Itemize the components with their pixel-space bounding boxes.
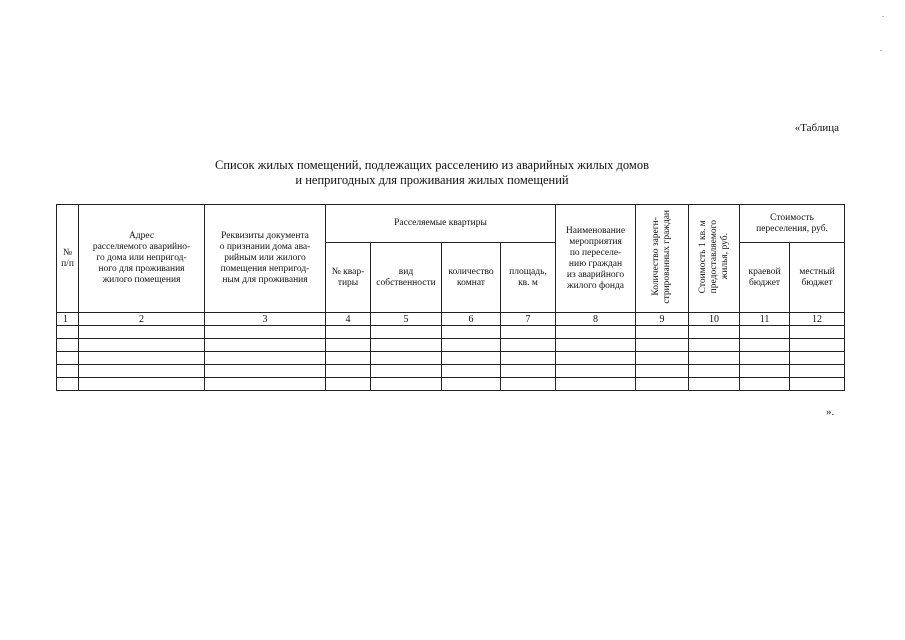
header-measure-line: нию граждан: [568, 258, 623, 269]
column-number: 9: [636, 313, 689, 326]
column-number: 11: [740, 313, 790, 326]
header-group-cost-line: Стоимость: [770, 212, 814, 223]
header-local-budget-line: бюджет: [801, 277, 833, 288]
header-measure-line: мероприятия: [569, 236, 622, 247]
header-local-budget: [790, 243, 845, 313]
column-number: 7: [501, 313, 556, 326]
column-number: 8: [556, 313, 636, 326]
header-measure-line: Наименование: [565, 225, 626, 236]
column-number: 1: [57, 313, 79, 326]
header-document-line: ным для проживания: [222, 275, 308, 285]
header-cost-per-sqm: [689, 205, 740, 313]
table-row: [57, 326, 845, 339]
header-document-line: помещения непригод-: [220, 264, 310, 274]
title-line-1: Список жилых помещений, подлежащих расселению из аварийных жилых домов: [215, 158, 649, 172]
closing-quote: ».: [826, 406, 835, 418]
header-area: [501, 243, 556, 313]
header-room-count-line: количество: [448, 266, 494, 277]
header-document-details: [205, 205, 326, 313]
header-group-apartments: Расселяемые квартиры: [326, 205, 556, 243]
header-registered-citizens: [636, 205, 689, 313]
column-number: 10: [689, 313, 740, 326]
header-row-number: № п/п: [57, 205, 79, 313]
header-group-cost-line: переселения, руб.: [756, 223, 828, 234]
header-room-count-line: комнат: [457, 277, 485, 288]
header-local-budget-line: местный: [799, 266, 835, 277]
scan-speck: [880, 50, 882, 51]
scan-speck: [882, 16, 884, 17]
header-cost-per-sqm-text: [698, 220, 731, 293]
header-address-line: Адрес: [128, 231, 155, 241]
table-row: [57, 339, 845, 352]
table-caption: «Таблица: [794, 122, 839, 134]
header-ownership-type: вид собственности: [371, 243, 442, 313]
header-document-line: рийным или жилого: [224, 253, 306, 263]
header-cost-line: предоставляемого: [708, 219, 719, 294]
header-apartment-number: № квар- тиры: [326, 243, 371, 313]
column-number-row: [57, 313, 845, 326]
column-number: 6: [442, 313, 501, 326]
header-regional-budget-line: бюджет: [748, 277, 781, 288]
table-row: [57, 378, 845, 391]
document-title: [150, 158, 714, 188]
header-room-count: [442, 243, 501, 313]
header-measure-line: жилого фонда: [567, 280, 624, 291]
header-address-line: расселяемого аварийно-: [92, 242, 191, 252]
header-regional-budget: [740, 243, 790, 313]
column-number: 2: [79, 313, 205, 326]
header-measure-line: по переселе-: [569, 247, 622, 258]
header-address-line: жилого помещения: [102, 275, 181, 285]
table-row: [57, 365, 845, 378]
header-regional-budget-line: краевой: [748, 266, 781, 277]
header-address-line: ного для проживания: [98, 264, 185, 274]
column-number: 3: [205, 313, 326, 326]
header-address: [79, 205, 205, 313]
column-number: 5: [371, 313, 442, 326]
table-row: [57, 352, 845, 365]
header-document-line: о признании дома ава-: [219, 242, 311, 252]
header-group-cost: [740, 205, 845, 243]
header-cost-line: жилья, руб.: [719, 233, 730, 280]
header-registered-line: Количество зарегн-: [651, 217, 662, 296]
header-registered-line: стрированных граждан: [662, 209, 673, 304]
header-measure-line: из аварийного: [566, 269, 625, 280]
header-area-line: кв. м: [518, 277, 538, 288]
header-area-line: площадь,: [509, 266, 547, 277]
header-document-line: Реквизиты документа: [221, 231, 309, 241]
header-cost-line: Стоимость 1 кв. м: [697, 219, 708, 294]
column-number: 12: [790, 313, 845, 326]
column-number: 4: [326, 313, 371, 326]
resettlement-table: [56, 204, 845, 391]
header-registered-citizens-text: [651, 210, 673, 304]
header-address-line: го дома или непригод-: [96, 253, 187, 263]
title-line-2: и непригодных для проживания жилых помещений: [295, 173, 569, 187]
header-measure-name: [556, 205, 636, 313]
